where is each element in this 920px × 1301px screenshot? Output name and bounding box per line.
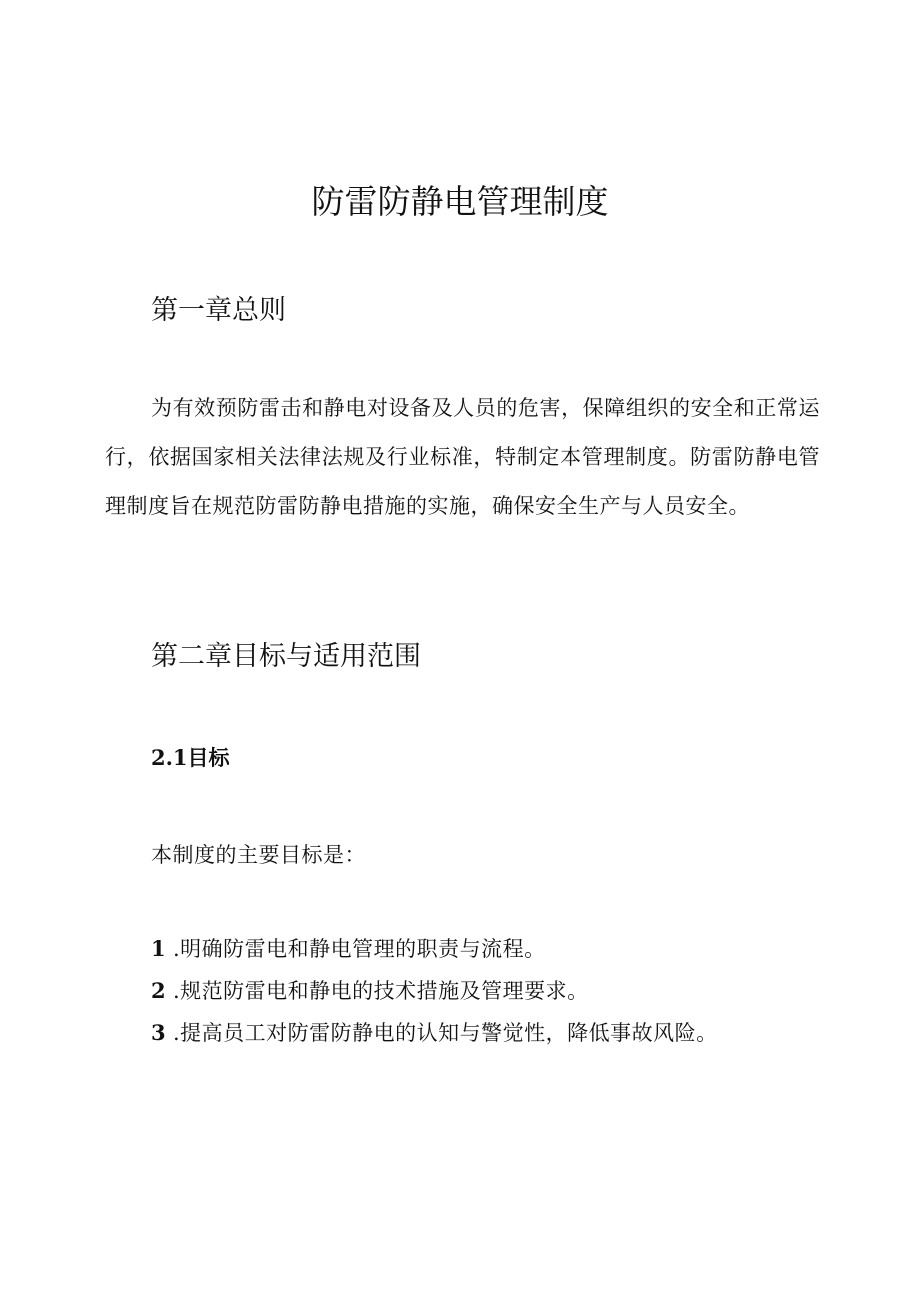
section-2-1-heading: 2.1目标	[151, 745, 230, 770]
chapter-1-paragraph: 为有效预防雷击和静电对设备及人员的危害，保障组织的安全和正常运行，依据国家相关法律法规及行业标准，特制定本管理制度。防雷防静电管理制度旨在规范防雷防静电措施的实施，确保安全生产与人员安全。	[105, 396, 820, 518]
list-item-number: 3	[151, 1020, 167, 1045]
list-item-text: .提高员工对防雷防静电的认知与警觉性，降低事故风险。	[173, 1021, 718, 1045]
chapter-2-heading: 第二章目标与适用范围	[151, 641, 421, 672]
list-item	[151, 974, 718, 1016]
goals-list	[151, 932, 718, 1058]
list-item-text: .规范防雷电和静电的技术措施及管理要求。	[173, 979, 589, 1003]
list-item-number: 1	[151, 936, 167, 961]
list-item-number: 2	[151, 978, 167, 1003]
list-item-text: .明确防雷电和静电管理的职责与流程。	[173, 937, 546, 961]
list-item	[151, 1016, 718, 1058]
list-item	[151, 932, 718, 974]
document-title: 防雷防静电管理制度	[311, 182, 609, 221]
chapter-1-heading: 第一章总则	[151, 295, 286, 326]
section-2-1-intro: 本制度的主要目标是：	[151, 843, 366, 867]
